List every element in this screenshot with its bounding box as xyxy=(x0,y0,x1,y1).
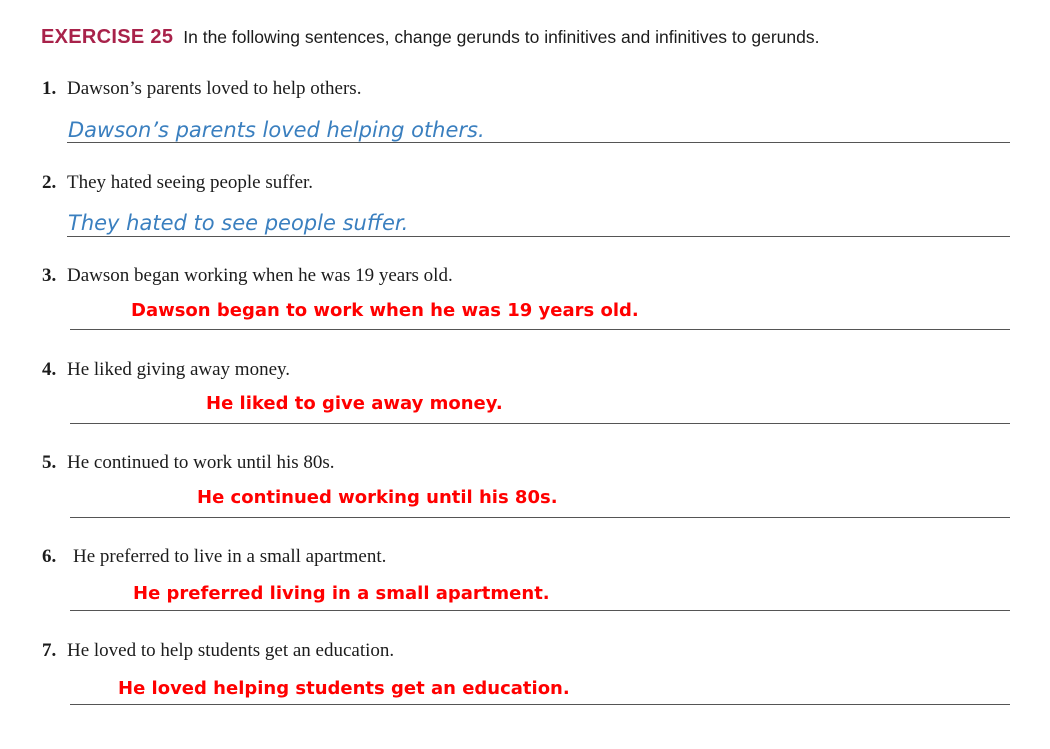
answer-2-handwritten: They hated to see people suffer. xyxy=(68,211,409,235)
question-5 xyxy=(42,452,335,474)
question-1 xyxy=(42,78,361,100)
answer-4: He liked to give away money. xyxy=(206,393,503,414)
answer-6: He preferred living in a small apartment. xyxy=(133,583,550,604)
answer-line-5[interactable] xyxy=(70,517,1010,518)
question-number: 2. xyxy=(42,172,57,193)
question-7 xyxy=(42,640,394,662)
question-sentence: He continued to work until his 80s. xyxy=(67,452,335,473)
answer-line-3[interactable] xyxy=(70,329,1010,330)
exercise-title: EXERCISE 25 xyxy=(41,26,174,48)
answer-3: Dawson began to work when he was 19 years old. xyxy=(131,300,639,321)
question-sentence: He preferred to live in a small apartment. xyxy=(73,546,387,567)
question-6 xyxy=(42,546,386,568)
question-3 xyxy=(42,265,453,287)
exercise-header xyxy=(41,26,819,49)
question-sentence: Dawson’s parents loved to help others. xyxy=(67,78,362,99)
question-number: 4. xyxy=(42,359,57,380)
answer-line-1[interactable] xyxy=(67,142,1010,143)
question-4 xyxy=(42,359,290,381)
answer-7: He loved helping students get an education. xyxy=(118,678,570,699)
question-2 xyxy=(42,172,313,194)
question-number: 5. xyxy=(42,452,57,473)
question-number: 7. xyxy=(42,640,57,661)
answer-line-7[interactable] xyxy=(70,704,1010,705)
question-number: 1. xyxy=(42,78,57,99)
question-number: 6. xyxy=(42,546,57,567)
question-sentence: They hated seeing people suffer. xyxy=(67,172,314,193)
answer-line-2[interactable] xyxy=(67,236,1010,237)
answer-line-4[interactable] xyxy=(70,423,1010,424)
exercise-instructions: In the following sentences, change gerunds to infinitives and infinitives to gerunds. xyxy=(183,27,820,47)
question-sentence: He liked giving away money. xyxy=(67,359,291,380)
answer-1-handwritten: Dawson’s parents loved helping others. xyxy=(68,118,485,142)
question-number: 3. xyxy=(42,265,57,286)
question-sentence: He loved to help students get an education. xyxy=(67,640,395,661)
answer-5: He continued working until his 80s. xyxy=(197,487,558,508)
answer-line-6[interactable] xyxy=(70,610,1010,611)
question-sentence: Dawson began working when he was 19 years old. xyxy=(67,265,453,286)
